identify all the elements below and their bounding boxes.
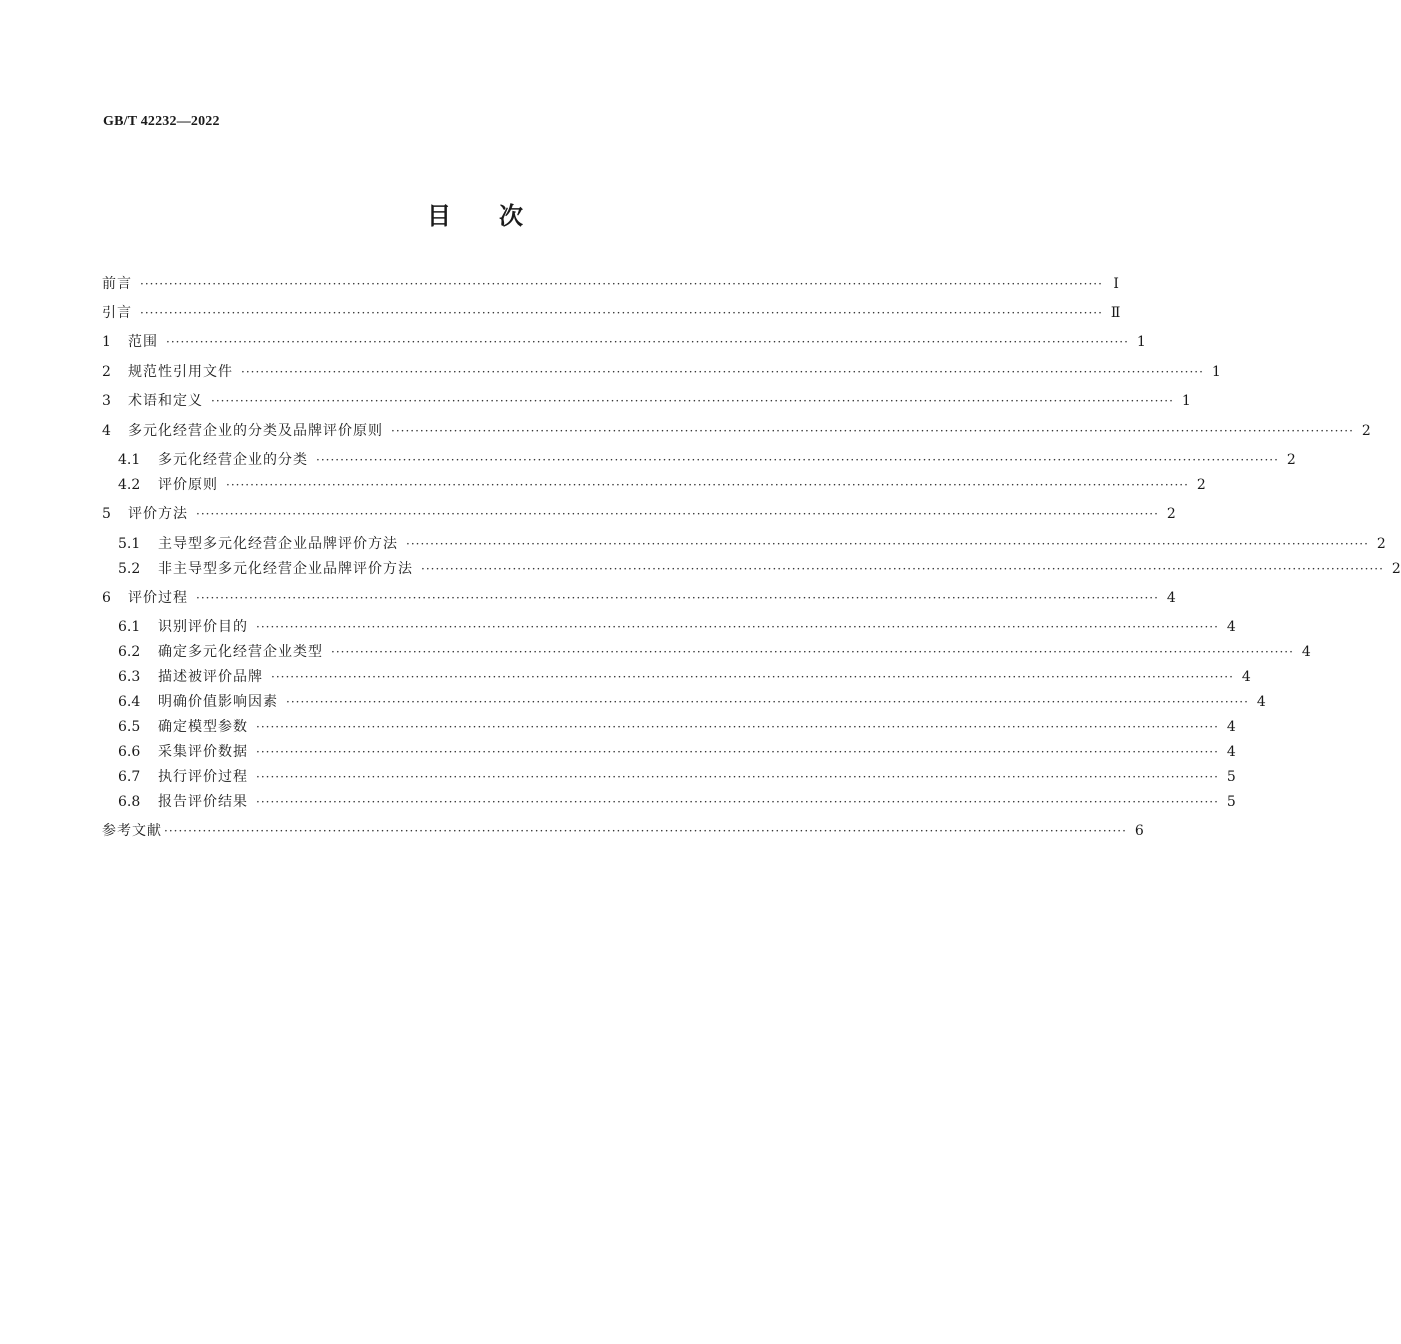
dot-leader: ········································································································································································································ [271, 670, 1234, 684]
toc-entry-number: 1 [102, 334, 111, 350]
toc-entry-number: 6.2 [118, 644, 141, 660]
toc-entry[interactable] [118, 617, 1236, 637]
toc-entry[interactable] [118, 642, 1311, 662]
toc-entry-label: 多元化经营企业的分类及品牌评价原则 [128, 423, 383, 439]
toc-entry-number: 6.8 [118, 794, 141, 810]
toc-entry-number: 4.2 [118, 477, 141, 493]
toc-entry-label: 识别评价目的 [158, 619, 248, 635]
toc-entry-page: 4 [1301, 644, 1311, 660]
toc-entry-label: 采集评价数据 [158, 744, 248, 760]
toc-entry-label: 范围 [128, 334, 158, 350]
toc-entry-number: 6.3 [118, 669, 141, 685]
toc-entry[interactable] [118, 559, 1401, 579]
toc-entry-number: 4 [102, 423, 111, 439]
toc-entry[interactable] [102, 332, 1146, 352]
toc-entry-number: 6 [102, 590, 111, 606]
dot-leader: ········································································································································································································ [316, 453, 1279, 467]
toc-entry[interactable] [118, 742, 1236, 762]
dot-leader: ········································································································································································································ [256, 620, 1219, 634]
toc-entry-number: 5.2 [118, 561, 141, 577]
dot-leader: ········································································································································································································ [226, 478, 1189, 492]
toc-entry-number: 6.1 [118, 619, 141, 635]
toc-entry-number: 3 [102, 393, 111, 409]
page-title: 目 次 [427, 202, 523, 230]
dot-leader: ········································································································································································································ [211, 394, 1174, 408]
toc-entry-page: 6 [1134, 823, 1144, 839]
toc-entry-number: 5 [102, 506, 111, 522]
toc-entry-number: 6.4 [118, 694, 141, 710]
toc-entry-page: 2 [1286, 452, 1296, 468]
toc-entry[interactable] [118, 667, 1251, 687]
toc-entry-page: Ⅰ [1113, 276, 1119, 292]
toc-entry-page: 4 [1256, 694, 1266, 710]
dot-leader: ········································································································································································································ [196, 591, 1159, 605]
toc-entry[interactable] [118, 450, 1296, 470]
toc-entry-page: 4 [1241, 669, 1251, 685]
toc-entry[interactable] [118, 767, 1236, 787]
toc-entry-page: 4 [1226, 744, 1236, 760]
toc-entry-label: 参考文献 [102, 823, 162, 839]
toc-entry-label: 确定模型参数 [158, 719, 248, 735]
toc-entry-page: 1 [1211, 364, 1221, 380]
toc-entry-label: 确定多元化经营企业类型 [158, 644, 323, 660]
dot-leader: ········································································································································································································ [140, 277, 1103, 291]
toc-entry-page: 5 [1226, 769, 1236, 785]
toc-entry-page: 1 [1181, 393, 1191, 409]
toc-entry[interactable] [102, 588, 1176, 608]
toc-entry-page: 2 [1376, 536, 1386, 552]
dot-leader: ········································································································································································································ [256, 795, 1219, 809]
toc-entry-label: 术语和定义 [128, 393, 203, 409]
dot-leader: ········································································································································································································ [164, 824, 1127, 838]
toc-entry-page: 1 [1136, 334, 1146, 350]
toc-entry-page: 2 [1196, 477, 1206, 493]
toc-entry-page: 2 [1391, 561, 1401, 577]
dot-leader: ········································································································································································································ [421, 562, 1384, 576]
toc-entry-label: 评价方法 [128, 506, 188, 522]
toc-entry[interactable] [102, 274, 1119, 294]
dot-leader: ········································································································································································································ [241, 365, 1204, 379]
toc-entry[interactable] [118, 717, 1236, 737]
toc-entry[interactable] [102, 362, 1221, 382]
toc-entry[interactable] [102, 421, 1371, 441]
dot-leader: ········································································································································································································ [331, 645, 1294, 659]
toc-entry[interactable] [118, 534, 1386, 554]
toc-entry-label: 非主导型多元化经营企业品牌评价方法 [158, 561, 413, 577]
toc-entry-page: 4 [1166, 590, 1176, 606]
toc-entry-label: 明确价值影响因素 [158, 694, 278, 710]
toc-entry-label: 执行评价过程 [158, 769, 248, 785]
toc-entry-page: Ⅱ [1110, 305, 1121, 321]
toc-entry-label: 评价原则 [158, 477, 218, 493]
toc-entry-label: 引言 [102, 305, 132, 321]
toc-entry[interactable] [102, 504, 1176, 524]
dot-leader: ········································································································································································································ [256, 720, 1219, 734]
toc-entry-number: 6.6 [118, 744, 141, 760]
toc-entry-number: 6.5 [118, 719, 141, 735]
dot-leader: ········································································································································································································ [196, 507, 1159, 521]
dot-leader: ········································································································································································································ [140, 306, 1103, 320]
toc-entry-number: 2 [102, 364, 111, 380]
dot-leader: ········································································································································································································ [286, 695, 1249, 709]
dot-leader: ········································································································································································································ [166, 335, 1129, 349]
dot-leader: ········································································································································································································ [406, 537, 1369, 551]
toc-entry-number: 4.1 [118, 452, 141, 468]
toc-entry-page: 4 [1226, 719, 1236, 735]
toc-entry[interactable] [118, 475, 1206, 495]
toc-entry-label: 评价过程 [128, 590, 188, 606]
dot-leader: ········································································································································································································ [256, 770, 1219, 784]
dot-leader: ········································································································································································································ [256, 745, 1219, 759]
toc-entry[interactable] [118, 792, 1236, 812]
toc-entry-number: 5.1 [118, 536, 141, 552]
toc-entry[interactable] [102, 391, 1191, 411]
toc-entry-label: 报告评价结果 [158, 794, 248, 810]
toc-entry-page: 4 [1226, 619, 1236, 635]
toc-entry[interactable] [102, 303, 1121, 323]
toc-entry[interactable] [118, 692, 1266, 712]
toc-entry-page: 5 [1226, 794, 1236, 810]
dot-leader: ········································································································································································································ [391, 424, 1354, 438]
standard-code: GB/T 42232—2022 [103, 114, 220, 129]
toc-entry-label: 主导型多元化经营企业品牌评价方法 [158, 536, 398, 552]
toc-entry-label: 多元化经营企业的分类 [158, 452, 308, 468]
toc-entry[interactable] [102, 821, 1144, 841]
toc-entry-number: 6.7 [118, 769, 141, 785]
toc-entry-label: 前言 [102, 276, 132, 292]
toc-entry-page: 2 [1166, 506, 1176, 522]
toc-entry-label: 描述被评价品牌 [158, 669, 263, 685]
toc-entry-label: 规范性引用文件 [128, 364, 233, 380]
toc-entry-page: 2 [1361, 423, 1371, 439]
